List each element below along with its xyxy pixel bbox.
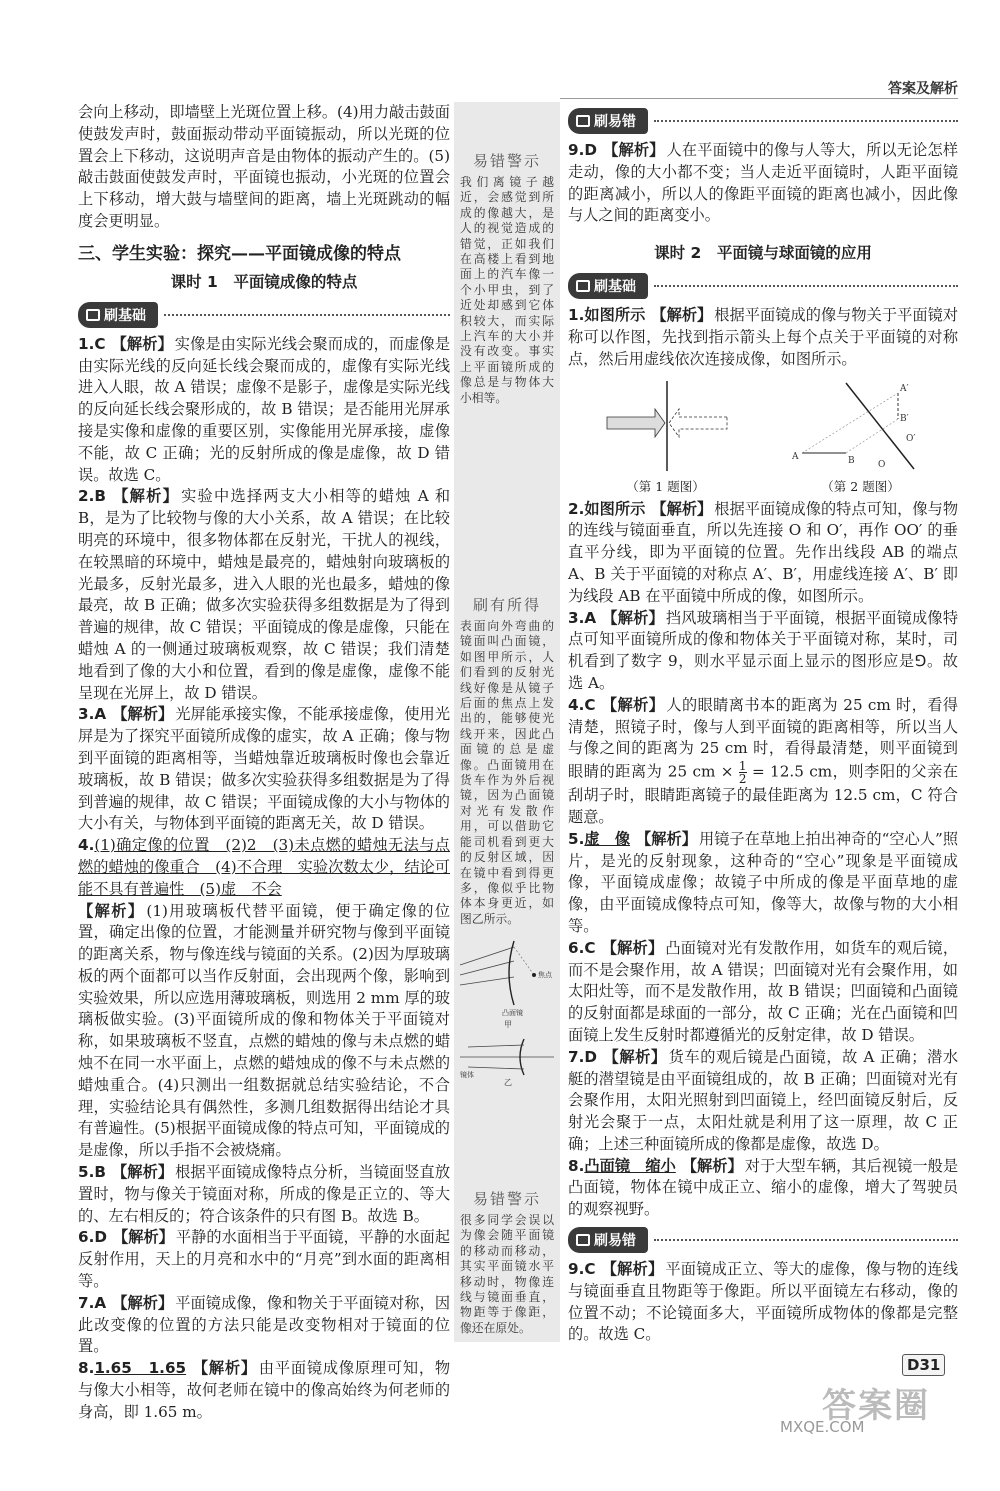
note-body: 表面向外弯曲的镜面叫凸面镜，如图甲所示，人们看到的反射光线好像是从镜子后面的焦点上发出的，能够使光线开来，因此凸面镜的总是虚像。凸面镜用在货车作为外后视镜，因为凸面镜对光有发散作用，可以借助它能司机看到更大的反射区域，因在镜中看到得更多，像似乎比物体本身更近，如图乙所示。 — [460, 619, 554, 926]
svg-text:A′: A′ — [899, 383, 909, 394]
answer-item: 9.C 【解析】 平面镜成正立、等大的虚像，像与物的连线与镜面垂直且物距等于像距。所以平面镜左右移动，像的位置不动；不论镜面多大，平面镜所成物体的像都是完整的。故选 C。 — [568, 1260, 959, 1344]
note-mistake-1 — [454, 146, 560, 406]
convex-mirror-diagram — [454, 927, 560, 1087]
svg-text:B: B — [847, 455, 855, 466]
answer-item: 3.A 【解析】 光屏能承接实像，不能承接虚像，使用光屏是为了探究平面镜所成像的虚实，故 A 正确；像与物到平面镜的距离相等，当蜡烛靠近玻璃板时像也会靠近玻璃板，故 B 错误；做多次实验获得多组数据是为了得到普遍的规律，故 C 错误；平面镜成像的大小与物体的大小有关，与物体到平面镜的距离无关，故 D 错误。 — [78, 705, 451, 833]
svg-text:镜体: 镜体 — [460, 1071, 474, 1080]
left-column — [78, 102, 450, 1424]
answer-item: 4.(1)确定像的位置 (2)2 (3)未点燃的蜡烛无法与点燃的蜡烛的像重合 (4)不合理 实验次数太少，结论可能不具有普遍性 (5)虚 不会 — [78, 836, 450, 898]
answer-item: 8.1.65 1.65 【解析】 由平面镜成像原理可知，物与像大小相等，故何老师在镜中的像高始终为何老师的身高，即 1.65 m。 — [78, 1359, 451, 1421]
answer-item: 9.D 【解析】 人在平面镜中的像与人等大，所以无论怎样走动，像的大小都不变；当人走近平面镜时，人距平面镜的距离减小，所以人的像距平面镜的距离也减小，因此像与人之间的距离变小。 — [568, 141, 959, 225]
banner-mistake-2: 刷易错 — [568, 1227, 958, 1253]
right-column — [568, 102, 958, 1346]
figure-row — [568, 377, 958, 495]
figure-caption: （第 1 题图） — [626, 478, 705, 494]
answer-item: 1.C 【解析】 实像是由实际光线会聚而成的，而虚像是由实际光线的反向延长线会聚而成的，虚像有实际光线进入人眼，故 A 错误；虚像不是影子，虚像是实际光线的反向延长线会聚形成的，故 B 错误；是否能用光屏承接是实像和虚像的重要区别，实像能用光屏承接，虚像不能，故 C 正确；光的反射所成的像是虚像，故 D 错误。故选 C。 — [78, 334, 451, 484]
svg-text:O: O — [877, 459, 885, 470]
intro-paragraph: 会向上移动，即墙壁上光斑位置上移。(4)用力敲击鼓面使鼓发声时，鼓面振动带动平面镜振动，所以光斑的位置会上下移动，这说明声音是由物体的振动产生的。(5)敲击鼓面使鼓发声时，平面镜也振动，小光斑的位置会上下移动，增大鼓与墙壁间的距离，墙上光斑跳动的幅度会更明显。 — [78, 103, 450, 230]
figure-1 — [591, 377, 741, 495]
answer-item: 2.B 【解析】 实验中选择两支大小相等的蜡烛 A 和 B，是为了比较物与像的大小关系，故 A 错误；在比较明亮的环境中，很多物体都在反射光，干扰人的视线，在较黑暗的环境中，蜡烛是最亮的，蜡烛射向玻璃板的光最多，反射光最多，进入人眼的光也最多，蜡烛的像最亮，故 B 正确；做多次实验获得多组数据是为了得到普遍的规律，故 C 错误；平面镜成的像是虚像，只能在蜡烛 A 的一侧通过玻璃板观察，故 C 错误；我们清楚地看到了像的大小和位置，看到的像是虚像，虚像不能呈现在光屏上，故 D 错误。 — [78, 487, 451, 702]
sidebar-notes — [454, 102, 560, 1342]
mirror-symmetry-diagram — [786, 377, 936, 473]
answer-item: 1.如图所示 【解析】 根据平面镜成的像与物关于平面镜对称可以作图，先找到指示箭头上每个点关于平面镜的对称点，然后用虚线依次连接成像，如图所示。 — [568, 306, 959, 368]
answer-item: 6.C 【解析】 凸面镜对光有发散作用，如货车的观后镜，而不是会聚作用，故 A 错误；凹面镜对光有会聚作用，如太阳灶等，而不是发散作用，故 B 错误；凹面镜和凸面镜的反射面都是球面的一部分，故 C 正确；光在凸面镜和凹面镜上发生反射时都遵循光的反射定律，故 D 错误。 — [568, 938, 959, 1044]
answer-item: 5.虚 像 【解析】 用镜子在草地上拍出神奇的“空心人”照片，是光的反射现象，这种奇的“空心”现象是平面镜成像，平面镜成虚像；故镜子中所成的像是平面草地的虚像，由平面镜成像特点可知，像等大，故像与物的大小相等。 — [568, 829, 959, 935]
page-header: 答案及解析 — [888, 81, 958, 97]
answer-item: 【解析】 (1)用玻璃板代替平面镜，便于确定像的位置，确定出像的位置，才能测量并研究物与像到平面镜的距离关系，物与像连线与镜面的关系。(2)因为厚玻璃板的两个面都可以当作反射面，会出现两个像，影响到实验效果，所以应选用薄玻璃板，则选用 2 mm 厚的玻璃板做实验。(3)平面镜所成的像和物体关于平面镜对称，如果玻璃板不竖直，点燃的蜡烛的像与未点燃的蜡烛不在同一水平面上，点燃的蜡烛成的像不与未点燃的蜡烛重合。(4)只测出一组数据就总结实验结论，不合理，实验结论具有偶然性，多测几组数据得出结论才具有普遍性。(5)根据平面镜成像的特点可知，平面镜成的是虚像，所以手指不会被烧痛。 — [78, 901, 451, 1160]
page-number: D31 — [902, 1354, 945, 1376]
answer-item: 3.A 【解析】 挡风玻璃相当于平面镜，根据平面镜成像特点可知平面镜所成的像和物体关于平面镜对称，某时，司机看到了数字 9，则水平显示面上显示的图形应是⅁。故选 A。 — [568, 608, 959, 692]
note-heading: 易错警示 — [472, 152, 541, 170]
fraction: $\frac{1}{2}$ — [738, 759, 747, 787]
figure-2 — [786, 377, 936, 495]
svg-text:甲: 甲 — [504, 1020, 512, 1030]
answer-item: 8.凸面镜 缩小 【解析】 对于大型车辆，其后视镜一般是凸面镜，物体在镜中成正立、缩小的虚像，增大了驾驶员的观察视野。 — [568, 1156, 959, 1219]
mirror-arrow-diagram — [591, 377, 741, 473]
watermark-logo: 答案圈 — [822, 1386, 930, 1426]
banner-basic-2: 刷基础 — [568, 273, 958, 299]
banner-basic-1: 刷基础 — [78, 302, 450, 328]
svg-text:B′: B′ — [899, 413, 909, 424]
note-body: 很多同学会误以为像会随平面镜的移动而移动，其实平面镜水平移动时，物像连线与镜面垂直，物距等于像距，像还在原处。 — [460, 1213, 554, 1335]
watermark-url: MXQE.COM — [780, 1418, 865, 1436]
svg-text:O′: O′ — [905, 433, 915, 444]
section-title: 三、学生实验：探究——平面镜成像的特点 — [78, 243, 401, 264]
answer-item: 2.如图所示 【解析】 根据平面镜成像的特点可知，像与物的连线与镜面垂直，所以先连接 O 和 O′，再作 OO′ 的垂直平分线，即为平面镜的位置。先作出线段 AB 的端点 A、B 关于平面镜的对称点 A′、B′，用虚线连接 A′、B′ 即为线段 AB 在平面镜中所成的像，如图所示。 — [568, 499, 959, 605]
answer-item: 5.B 【解析】 根据平面镜成像特点分析，当镜面竖直放置时，物与像关于镜面对称，所成的像是正立的、等大的、左右相反的；符合该条件的只有图 B。故选 B。 — [78, 1163, 451, 1225]
banner-mistake-1: 刷易错 — [568, 108, 958, 134]
svg-text:乙: 乙 — [504, 1078, 512, 1088]
book-icon — [576, 280, 590, 292]
note-mistake-2 — [454, 1184, 560, 1336]
answer-item: 7.A 【解析】 平面镜成像，像和物关于平面镜对称，因此改变像的位置的方法只能是改变物相对于镜面的位置。 — [78, 1293, 451, 1356]
header-rule — [560, 98, 958, 99]
note-body: 我们离镜子越近，会感觉到所成的像越大，是人的视觉造成的错觉，正如我们在高楼上看到地面上的汽车像一个小甲虫，到了近处却感到它体积较大，而实际上汽车的大小并没有改变。事实上平面镜所成的像总是与物体大小相等。 — [460, 175, 554, 405]
note-takeaway — [454, 590, 560, 1091]
book-icon — [86, 309, 100, 321]
book-icon — [576, 115, 590, 127]
answer-item: 4.C 【解析】 人的眼睛离书本的距离为 25 cm 时，看得清楚，照镜子时，像与人到平面镜的距离相等，所以当人与像之间的距离为 25 cm 时，看得最清楚，则平面镜到眼睛的距离为 25 cm × $\frac{1}{2}$ = 12.5 cm，则李阳的父亲在刮胡子时，眼睛距离镜子的最佳距离为 12.5 cm，C 符合题意。 — [568, 695, 959, 826]
answer-item: 7.D 【解析】 货车的观后镜是凸面镜，故 A 正确；潜水艇的潜望镜是由平面镜组成的，故 B 正确；凹面镜对光有会聚作用，太阳光照射到凹面镜上，经凹面镜反射后，反射光会聚于一点，太阳灶就是利用了这一原理，故 C 正确；上述三种面镜所成的像都是虚像，故选 D。 — [568, 1047, 959, 1153]
svg-text:A: A — [791, 451, 798, 462]
note-heading: 易错警示 — [472, 1190, 541, 1208]
svg-text:焦点: 焦点 — [538, 971, 552, 980]
svg-text:凸面镜: 凸面镜 — [502, 1009, 523, 1018]
lesson-title-2: 课时 2 平面镜与球面镜的应用 — [654, 244, 872, 263]
lesson-title-1: 课时 1 平面镜成像的特点 — [170, 272, 358, 291]
answer-item: 6.D 【解析】 平静的水面相当于平面镜，平静的水面起反射作用，天上的月亮和水中的“月亮”到水面的距离相等。 — [78, 1228, 451, 1291]
figure-caption: （第 2 题图） — [821, 478, 900, 494]
note-heading: 刷有所得 — [472, 596, 541, 614]
book-icon — [576, 1234, 590, 1246]
